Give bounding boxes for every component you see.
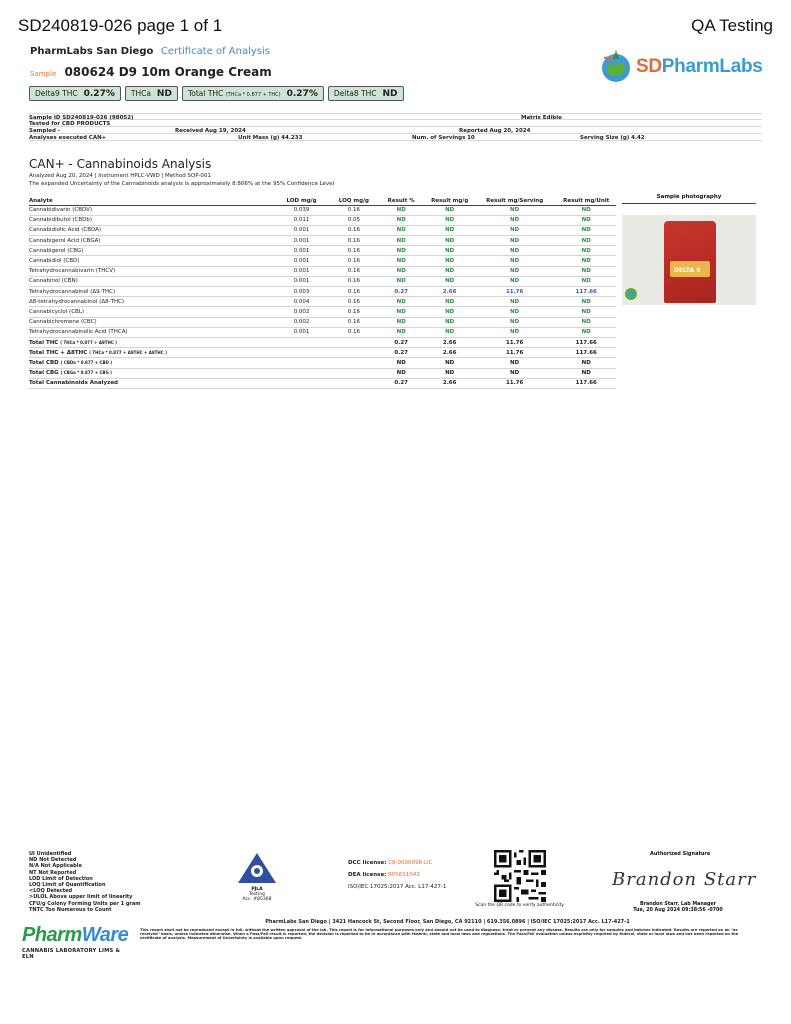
table-cell: ND	[427, 205, 473, 215]
iso-accreditation: ISO/IEC 17025:2017 Acc. L17-427-1	[348, 884, 447, 890]
table-cell: 0.16	[332, 297, 376, 307]
table-cell: ND	[376, 236, 427, 246]
table-cell: ND	[427, 236, 473, 246]
table-cell: 0.004	[271, 297, 332, 307]
table-cell: ND	[427, 225, 473, 235]
table-cell: ND	[473, 358, 557, 368]
table-cell: 0.16	[332, 256, 376, 266]
qr-caption: Scan the QR code to verify authenticity.	[475, 903, 565, 908]
doc-type: Certificate of Analysis	[160, 46, 270, 57]
col-loq: LOQ mg/g	[332, 191, 376, 205]
table-cell: ND	[473, 236, 557, 246]
handwritten-signature: Brandon Starr	[612, 869, 757, 890]
table-cell: 0.001	[271, 246, 332, 256]
pharmware-logo: PharmWare CANNABIS LABORATORY LIMS & ELN	[22, 924, 129, 960]
table-cell: ND	[376, 358, 427, 368]
table-cell: Total CBD ( CBDa * 0.877 + CBD )	[29, 358, 271, 368]
table-cell: 0.16	[332, 266, 376, 276]
table-cell: ND	[556, 358, 616, 368]
table-row	[29, 205, 616, 215]
table-cell: ND	[427, 358, 473, 368]
table-cell: Cannabidibutol (CBDb)	[29, 215, 271, 225]
analysis-title: CAN+ - Cannabinoids Analysis	[29, 157, 212, 171]
lab-line	[30, 46, 270, 57]
table-cell: 117.66	[556, 348, 616, 358]
table-cell: ND	[376, 256, 427, 266]
table-cell: ND	[376, 266, 427, 276]
table-cell: 0.16	[332, 276, 376, 286]
table-cell: Cannabidiol (CBD)	[29, 256, 271, 266]
table-cell: ND	[376, 317, 427, 327]
table-cell: ND	[376, 368, 427, 378]
pill-value: 0.27%	[286, 88, 318, 99]
table-row	[29, 276, 616, 286]
table-cell	[332, 337, 376, 347]
sample-tag: Sample	[30, 70, 57, 78]
pill-delta8	[328, 86, 404, 101]
table-cell: ND	[473, 215, 557, 225]
table-row	[29, 327, 616, 337]
table-cell: Tetrahydrocannabinol (Δ9-THC)	[29, 287, 271, 297]
table-cell: ND	[427, 256, 473, 266]
table-cell: 0.16	[332, 225, 376, 235]
table-cell: 0.039	[271, 205, 332, 215]
table-cell	[332, 378, 376, 388]
table-cell: 0.05	[332, 215, 376, 225]
lab-name: PharmLabs San Diego	[30, 46, 154, 57]
table-cell: 117.66	[556, 337, 616, 347]
table-cell: ND	[556, 307, 616, 317]
table-cell: ND	[556, 266, 616, 276]
table-cell: ND	[473, 246, 557, 256]
sample-line	[30, 65, 272, 79]
table-cell: 0.16	[332, 236, 376, 246]
table-cell: 0.16	[332, 327, 376, 337]
table-cell: ND	[556, 327, 616, 337]
table-cell: Tetrahydrocannabivarin (THCV)	[29, 266, 271, 276]
table-cell: ND	[556, 246, 616, 256]
table-cell: ND	[556, 215, 616, 225]
table-cell	[332, 358, 376, 368]
table-cell: ND	[376, 205, 427, 215]
table-cell: 0.011	[271, 215, 332, 225]
table-cell: 0.16	[332, 307, 376, 317]
serving-size: 4.42	[631, 134, 645, 141]
table-cell: ND	[473, 266, 557, 276]
table-cell: ND	[427, 266, 473, 276]
table-row	[29, 266, 616, 276]
table-cell: ND	[376, 297, 427, 307]
table-cell	[332, 348, 376, 358]
table-row	[29, 236, 616, 246]
table-cell: Total THC + Δ8THC ( THCa * 0.877 + Δ9THC + Δ8THC )	[29, 348, 271, 358]
table-cell: 11.76	[473, 378, 557, 388]
col-result-mgs: Result mg/Serving	[473, 191, 557, 205]
col-result-mgg: Result mg/g	[427, 191, 473, 205]
table-cell: ND	[473, 205, 557, 215]
sample-photo	[622, 215, 756, 305]
table-cell: Cannabigerol Acid (CBGA)	[29, 236, 271, 246]
table-cell	[332, 368, 376, 378]
table-cell: Total THC ( THCa * 0.877 + Δ9THC )	[29, 337, 271, 347]
table-cell	[271, 348, 332, 358]
table-cell: ND	[427, 276, 473, 286]
page-header	[18, 16, 773, 38]
analyses: CAN+	[88, 134, 107, 141]
table-cell: 0.001	[271, 327, 332, 337]
table-cell	[271, 368, 332, 378]
table-cell: ND	[376, 327, 427, 337]
table-cell: ND	[556, 205, 616, 215]
pill-value: ND	[156, 88, 172, 99]
table-cell: Cannabicyclol (CBL)	[29, 307, 271, 317]
servings: 10	[467, 134, 475, 141]
licenses: DCC license: C8-0000098-LIC DEA license: RP0611043 ISO/IEC 17025:2017 Acc. L17-427-1	[348, 857, 446, 893]
table-cell: 0.16	[332, 246, 376, 256]
pjla-badge: PJLA Testing Acc. #85368	[234, 851, 280, 902]
col-lod: LOD mg/g	[271, 191, 332, 205]
pjla-logo-icon	[234, 851, 280, 885]
table-cell: ND	[473, 307, 557, 317]
dea-license: RP0611043	[388, 872, 420, 878]
pill-delta9	[29, 86, 121, 101]
table-row	[29, 215, 616, 225]
uncertainty-note: The expanded Uncertainty of the Cannabinoids analysis is approximately 8.806% at the 95% Confidence Level	[29, 181, 335, 187]
pill-value: ND	[382, 88, 398, 99]
table-row	[29, 307, 616, 317]
table-cell: ND	[427, 297, 473, 307]
table-cell: Cannabidivarin (CBDV)	[29, 205, 271, 215]
product-bag: DELTA 9	[664, 221, 716, 303]
pill-total-thc	[182, 86, 324, 101]
table-cell	[271, 337, 332, 347]
table-cell: 0.16	[332, 287, 376, 297]
reported: Aug 20, 2024	[489, 127, 531, 134]
received: Aug 19, 2024	[204, 127, 246, 134]
table-cell: 0.001	[271, 276, 332, 286]
table-cell: Cannabichromene (CBC)	[29, 317, 271, 327]
signature-label: Authorized Signature	[650, 851, 711, 857]
col-result-mgu: Result mg/Unit	[556, 191, 616, 205]
table-cell: Δ8-tetrahydrocannabinol (Δ8-THC)	[29, 297, 271, 307]
table-cell: 2.66	[427, 287, 473, 297]
table-cell: 0.002	[271, 317, 332, 327]
total-row	[29, 337, 616, 347]
pill-label: Total THC (THCa * 0.877 + THC)	[187, 89, 281, 98]
table-cell: ND	[376, 307, 427, 317]
table-cell: ND	[376, 246, 427, 256]
watermark-logo-icon	[624, 287, 638, 301]
table-row	[29, 256, 616, 266]
table-cell: ND	[556, 276, 616, 286]
logo-text: SDPharmLabs	[636, 56, 763, 77]
matrix: Edible	[542, 114, 562, 121]
table-cell: ND	[427, 246, 473, 256]
table-cell: 2.66	[427, 348, 473, 358]
table-cell: Cannabidiolic Acid (CBDA)	[29, 225, 271, 235]
table-cell: ND	[473, 297, 557, 307]
table-cell: ND	[427, 215, 473, 225]
unit-mass: 44.233	[281, 134, 303, 141]
tested-for: CBD PRODUCTS	[61, 120, 111, 127]
table-cell: 0.27	[376, 378, 427, 388]
table-cell: ND	[427, 307, 473, 317]
table-cell	[271, 378, 332, 388]
total-row	[29, 348, 616, 358]
dcc-license: C8-0000098-LIC	[388, 860, 433, 866]
pill-thca	[125, 86, 178, 101]
table-cell: ND	[556, 317, 616, 327]
col-analyte: Analyte	[29, 191, 271, 205]
table-cell	[271, 358, 332, 368]
table-cell: ND	[376, 215, 427, 225]
table-cell: 11.76	[473, 337, 557, 347]
table-cell: 0.27	[376, 348, 427, 358]
footer-disclaimer: This report shall not be reproduced except in full, without the written approval of the lab. This report is for informational purposes only and should not be used to diagnose, treat or prevent any disease. Results are only for samples and batches indicated. Results are reported on an "as received" basis, unless indicated otherwise. When a Pass/Fail result is reported, the decision is reported to be in accordance with federal, state and local laws and regulations. The Pass/Fail evaluation unless explicitly required by federal, state or local laws and has been reported on the certificate of analysis. Measurement of Uncertainty is available upon request.	[140, 928, 739, 941]
total-row	[29, 358, 616, 368]
table-cell: Cannabigerol (CBG)	[29, 246, 271, 256]
table-cell: ND	[473, 225, 557, 235]
table-cell: Total Cannabinoids Analyzed	[29, 378, 271, 388]
table-cell: Cannabinol (CBN)	[29, 276, 271, 286]
sample-name: 080624 D9 10m Orange Cream	[64, 65, 272, 79]
table-cell: ND	[473, 368, 557, 378]
table-cell: 0.16	[332, 205, 376, 215]
table-header	[29, 191, 616, 205]
table-cell: ND	[473, 276, 557, 286]
sample-meta: Sample ID SD240819-026 (98052) Matrix Edible Tested for CBD PRODUCTS Sampled - Received Aug 19, 2024 Reported Aug 20, 2024 Analyses executed CAN+ Unit Mass (g) 44.233 Num. of Servings 10 Serving Size (g) 4.42	[29, 113, 762, 141]
sampled: -	[57, 127, 60, 134]
table-cell: ND	[376, 276, 427, 286]
pill-label: Delta9 THC	[35, 89, 78, 98]
doc-id: SD240819-026 page 1 of 1	[18, 16, 223, 35]
table-cell: 0.001	[271, 225, 332, 235]
pill-label: Delta8 THC	[333, 89, 377, 98]
table-cell: 0.27	[376, 337, 427, 347]
leaf-globe-icon	[596, 46, 636, 86]
table-cell: 0.001	[271, 266, 332, 276]
analysis-info: Analyzed Aug 20, 2024 | Instrument HPLC-VWD | Method SOP-001	[29, 173, 211, 179]
table-row	[29, 225, 616, 235]
sdpharmlabs-logo	[596, 46, 771, 86]
table-cell: ND	[473, 317, 557, 327]
sample-id: SD240819-026 (98052)	[62, 114, 134, 121]
table-cell: ND	[427, 327, 473, 337]
table-row	[29, 297, 616, 307]
footer-address: PharmLabs San Diego | 3421 Hancock St, Second Floor, San Diego, CA 92110 | 619.356.0896 | ISO/IEC 17025:2017 Acc. L17-427-1	[265, 919, 630, 925]
table-cell: 2.66	[427, 378, 473, 388]
table-cell: Total CBG ( CBGa * 0.877 + CBG )	[29, 368, 271, 378]
table-cell: ND	[556, 225, 616, 235]
table-cell: 0.001	[271, 256, 332, 266]
table-cell: 11.76	[473, 348, 557, 358]
photo-label: Sample photography	[622, 194, 756, 204]
table-cell: ND	[376, 225, 427, 235]
table-cell: ND	[556, 236, 616, 246]
table-cell: 117.66	[556, 287, 616, 297]
summary-pills	[29, 86, 404, 101]
table-row	[29, 287, 616, 297]
table-cell: ND	[556, 297, 616, 307]
table-cell: 2.66	[427, 337, 473, 347]
total-row	[29, 368, 616, 378]
table-cell: ND	[473, 256, 557, 266]
pill-value: 0.27%	[83, 88, 115, 99]
col-result-pct: Result %	[376, 191, 427, 205]
table-row	[29, 317, 616, 327]
results-table	[29, 191, 616, 389]
table-cell: 0.002	[271, 307, 332, 317]
qr-code-icon[interactable]	[494, 850, 546, 902]
table-cell: ND	[556, 256, 616, 266]
table-cell: 0.27	[376, 287, 427, 297]
table-cell: 0.003	[271, 287, 332, 297]
table-cell: 11.76	[473, 287, 557, 297]
table-cell: 117.66	[556, 378, 616, 388]
abbreviation-legend: UI Unidentified ND Not Detected N/A Not Applicable NT Not Reported LOD Limit of Detection LOQ Limit of Quantification <LOQ Detected >ULOL Above upper limit of linearity CFU/g Colony Forming Units per 1 gram TNTC Too Numerous to Count	[29, 851, 141, 913]
table-cell: ND	[473, 327, 557, 337]
signer: Brandon Starr, Lab Manager Tue, 20 Aug 2024 09:38:56 -0700	[633, 902, 723, 913]
table-cell: ND	[427, 368, 473, 378]
table-cell: ND	[556, 368, 616, 378]
table-cell: ND	[427, 317, 473, 327]
table-cell: 0.001	[271, 236, 332, 246]
table-cell: Tetrahydrocannabinolic Acid (THCA)	[29, 327, 271, 337]
qa-label: QA Testing	[691, 16, 773, 35]
table-cell: 0.16	[332, 317, 376, 327]
table-row	[29, 246, 616, 256]
total-row	[29, 378, 616, 388]
pill-label: THCa	[130, 89, 151, 98]
